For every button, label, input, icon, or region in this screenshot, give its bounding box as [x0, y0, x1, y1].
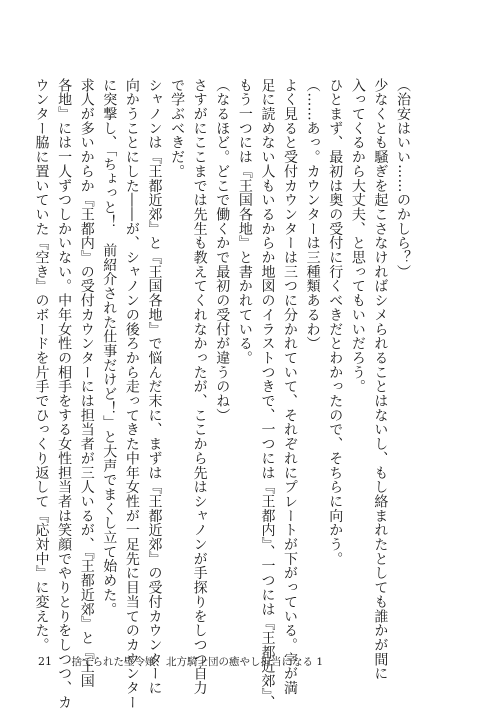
- text-line: 向かうことにした――が、シャノンの後ろから走ってきた中年女性が一足先に目当てのカウンター: [123, 78, 140, 710]
- text-line: よく見ると受付カウンターは三つに分かれていて、それぞれにプレートが下がっている。字が満: [282, 78, 299, 696]
- text-line: ひとまず、最初は奥の受付に行くべきだとわかったので、そちらに向かう。: [327, 78, 344, 566]
- text-line: ウンター脇に置いていた『空き』のボードを片手でひっくり返して『応対中』に変えた。: [33, 78, 50, 652]
- text-line: に突撃し、「ちょっと！ 前紹介された仕事だけど！」と大声でまくし立て始めた。: [101, 78, 118, 617]
- text-line: （……あっ。カウンターは三種類あるわ）: [304, 78, 321, 351]
- text-line: 足に読めない人もいるからか地図のイラストつきで、一つには『王都内』、一つには『王都近郊』、: [259, 78, 276, 710]
- text-line: （治安はいい……のかしら？）: [395, 78, 411, 279]
- text-line: で学ぶべきだ。: [169, 78, 186, 179]
- running-title: 捨てられた壁令嬢、北方騎士団の癒やし担当になる 1: [71, 656, 324, 668]
- text-line: シャノンは『王都近郊』と『王国各地』で悩んだ末に、まずは『王都近郊』の受付カウンターに: [146, 78, 163, 696]
- text-line: 各地』には一人ずつしかいない。中年女性の相手をする女性担当者は笑顔でやりとりをしつつ、カ: [56, 78, 73, 710]
- text-line: 少なくとも騒ぎを起こさなければシメられることはないし、もし絡まれたとしても誰かが間に: [372, 78, 389, 681]
- text-line: 入ってくるから大丈夫、と思ってもいいだろう。: [349, 78, 366, 394]
- page-footer: [38, 655, 323, 669]
- text-line: もう一つには『王国各地』と書かれている。: [236, 78, 253, 365]
- text-line: 求人が多いからか『王都内』の受付カウンターには担当者が三人いるが、『王都近郊』と『王国: [78, 78, 95, 689]
- text-line: （なるほど。どこで働くかで最初の受付が違うのね）: [214, 78, 231, 423]
- text-line: さすがにここまでは先生も教えてくれなかったが、ここから先はシャノンが手探りをしつつ自力: [191, 78, 208, 696]
- page-number: 21: [38, 655, 52, 668]
